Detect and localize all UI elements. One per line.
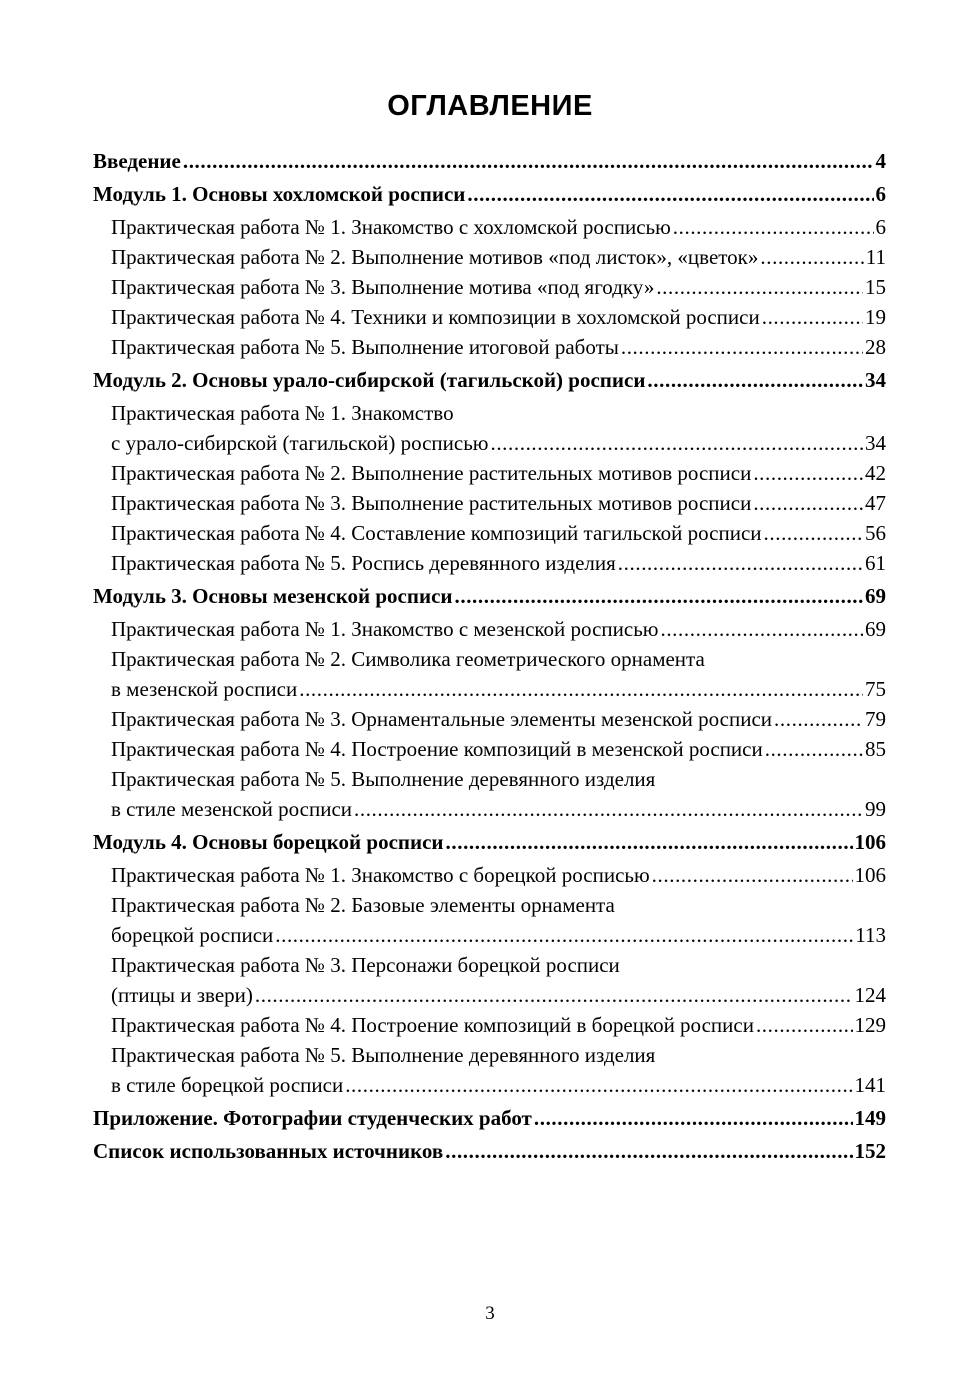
- toc-subsection-entry[interactable]: [93, 272, 886, 302]
- toc-page-number: 61: [865, 551, 886, 575]
- toc-subsection-entry[interactable]: [93, 734, 886, 764]
- toc-section-entry[interactable]: [93, 365, 886, 395]
- toc-page-number: 19: [865, 305, 886, 329]
- dot-leader: [275, 920, 853, 950]
- dot-leader: [647, 365, 863, 395]
- toc-entry-text: Практическая работа № 4. Техники и композиции в хохломской росписи: [111, 305, 760, 329]
- dot-leader: [446, 827, 853, 857]
- toc-page-number: 6: [875, 182, 886, 206]
- toc-entry-text: Практическая работа № 1. Знакомство с мезенской росписью: [111, 617, 659, 641]
- dot-leader: [756, 1010, 853, 1040]
- dot-leader: [652, 860, 853, 890]
- toc-subsection-entry[interactable]: [93, 704, 886, 734]
- toc-page-number: 34: [865, 431, 886, 455]
- dot-leader: [753, 488, 863, 518]
- toc-entry-text: Список использованных источников: [93, 1139, 444, 1163]
- page-number: 3: [485, 1303, 495, 1324]
- page-title: ОГЛАВЛЕНИЕ: [387, 90, 593, 122]
- toc-page-number: 28: [865, 335, 886, 359]
- toc-subsection-entry[interactable]: [93, 398, 886, 458]
- toc-entry-text: Практическая работа № 1. Знакомство с борецкой росписью: [111, 863, 650, 887]
- toc-subsection-entry[interactable]: [93, 1040, 886, 1100]
- toc-entry-text: Практическая работа № 5. Выполнение деревянного изделия: [111, 1043, 656, 1067]
- toc-page-number: 106: [854, 863, 886, 887]
- toc-subsection-entry[interactable]: [93, 488, 886, 518]
- dot-leader: [774, 704, 863, 734]
- toc-subsection-entry[interactable]: [93, 860, 886, 890]
- toc-entry-text: Практическая работа № 5. Выполнение деревянного изделия: [111, 767, 656, 791]
- toc-section-entry[interactable]: [93, 179, 886, 209]
- dot-leader: [764, 518, 863, 548]
- toc-page-number: 113: [855, 923, 886, 947]
- toc-entry-text: в стиле борецкой росписи: [111, 1073, 344, 1097]
- dot-leader: [753, 458, 863, 488]
- toc-subsection-entry[interactable]: [93, 950, 886, 1010]
- dot-leader: [534, 1103, 853, 1133]
- dot-leader: [255, 980, 853, 1010]
- toc-entry-text: Практическая работа № 4. Построение композиций в мезенской росписи: [111, 737, 763, 761]
- toc-subsection-entry[interactable]: [93, 614, 886, 644]
- toc-entry-text: с урало-сибирской (тагильской) росписью: [111, 431, 489, 455]
- dot-leader: [345, 1070, 852, 1100]
- table-of-contents: [93, 146, 886, 1169]
- toc-page-number: 85: [865, 737, 886, 761]
- toc-page-number: 129: [854, 1013, 886, 1037]
- toc-page-number: 99: [865, 797, 886, 821]
- toc-entry-text: Практическая работа № 4. Составление композиций тагильской росписи: [111, 521, 762, 545]
- toc-page-number: 141: [854, 1073, 886, 1097]
- dot-leader: [656, 272, 863, 302]
- toc-entry-text: Модуль 2. Основы урало-сибирской (тагильской) росписи: [93, 368, 646, 392]
- toc-subsection-entry[interactable]: [93, 1010, 886, 1040]
- toc-subsection-entry[interactable]: [93, 518, 886, 548]
- toc-entry-text: (птицы и звери): [111, 983, 253, 1007]
- toc-page-number: 69: [865, 617, 886, 641]
- toc-page-number: 106: [854, 830, 886, 854]
- toc-page-number: 152: [854, 1139, 886, 1163]
- dot-leader: [618, 548, 863, 578]
- toc-entry-text: Практическая работа № 1. Знакомство: [111, 401, 454, 425]
- toc-entry-text: Модуль 1. Основы хохломской росписи: [93, 182, 466, 206]
- toc-subsection-entry[interactable]: [93, 212, 886, 242]
- toc-page-number: 47: [865, 491, 886, 515]
- dot-leader: [673, 212, 874, 242]
- toc-entry-text: Практическая работа № 3. Орнаментальные элементы мезенской росписи: [111, 707, 773, 731]
- toc-page-number: 4: [875, 149, 886, 173]
- toc-entry-text: Введение: [93, 149, 181, 173]
- toc-entry-text: Практическая работа № 2. Символика геометрического орнамента: [111, 647, 705, 671]
- toc-entry-text: Практическая работа № 2. Выполнение растительных мотивов росписи: [111, 461, 752, 485]
- toc-entry-text: Практическая работа № 5. Выполнение итоговой работы: [111, 335, 619, 359]
- dot-leader: [445, 1136, 852, 1166]
- toc-page-number: 124: [854, 983, 886, 1007]
- toc-section-entry[interactable]: [93, 146, 886, 176]
- toc-page-number: 6: [875, 215, 886, 239]
- toc-entry-text: Модуль 4. Основы борецкой росписи: [93, 830, 444, 854]
- toc-page-number: 42: [865, 461, 886, 485]
- dot-leader: [455, 581, 864, 611]
- toc-entry-text: Практическая работа № 4. Построение композиций в борецкой росписи: [111, 1013, 754, 1037]
- toc-page-number: 69: [865, 584, 886, 608]
- toc-entry-text: в мезенской росписи: [111, 677, 298, 701]
- dot-leader: [660, 614, 863, 644]
- toc-page-number: 149: [854, 1106, 886, 1130]
- toc-page-number: 75: [865, 677, 886, 701]
- dot-leader: [467, 179, 873, 209]
- toc-entry-text: Практическая работа № 3. Персонажи борецкой росписи: [111, 953, 620, 977]
- toc-subsection-entry[interactable]: [93, 764, 886, 824]
- dot-leader: [762, 302, 863, 332]
- toc-section-entry[interactable]: [93, 581, 886, 611]
- dot-leader: [354, 794, 863, 824]
- toc-page-number: 11: [865, 245, 886, 269]
- dot-leader: [183, 146, 874, 176]
- dot-leader: [760, 242, 863, 272]
- toc-section-entry[interactable]: [93, 1103, 886, 1133]
- toc-entry-text: в стиле мезенской росписи: [111, 797, 352, 821]
- toc-page-number: 34: [865, 368, 886, 392]
- toc-subsection-entry[interactable]: [93, 242, 886, 272]
- toc-entry-text: Практическая работа № 3. Выполнение растительных мотивов росписи: [111, 491, 752, 515]
- toc-entry-text: борецкой росписи: [111, 923, 274, 947]
- toc-entry-text: Модуль 3. Основы мезенской росписи: [93, 584, 453, 608]
- toc-subsection-entry[interactable]: [93, 458, 886, 488]
- toc-page-number: 56: [865, 521, 886, 545]
- toc-entry-text: Приложение. Фотографии студенческих работ: [93, 1106, 532, 1130]
- toc-entry-text: Практическая работа № 2. Выполнение мотивов «под листок», «цветок»: [111, 245, 759, 269]
- toc-page-number: 79: [865, 707, 886, 731]
- toc-subsection-entry[interactable]: [93, 332, 886, 362]
- toc-entry-text: Практическая работа № 2. Базовые элементы орнамента: [111, 893, 615, 917]
- dot-leader: [490, 428, 863, 458]
- toc-section-entry[interactable]: [93, 827, 886, 857]
- toc-subsection-entry[interactable]: [93, 890, 886, 950]
- toc-section-entry[interactable]: [93, 1136, 886, 1166]
- toc-entry-text: Практическая работа № 1. Знакомство с хохломской росписью: [111, 215, 671, 239]
- dot-leader: [621, 332, 863, 362]
- toc-subsection-entry[interactable]: [93, 644, 886, 704]
- toc-entry-text: Практическая работа № 5. Роспись деревянного изделия: [111, 551, 616, 575]
- toc-entry-text: Практическая работа № 3. Выполнение мотива «под ягодку»: [111, 275, 655, 299]
- dot-leader: [765, 734, 863, 764]
- dot-leader: [299, 674, 863, 704]
- toc-subsection-entry[interactable]: [93, 548, 886, 578]
- toc-page-number: 15: [865, 275, 886, 299]
- toc-subsection-entry[interactable]: [93, 302, 886, 332]
